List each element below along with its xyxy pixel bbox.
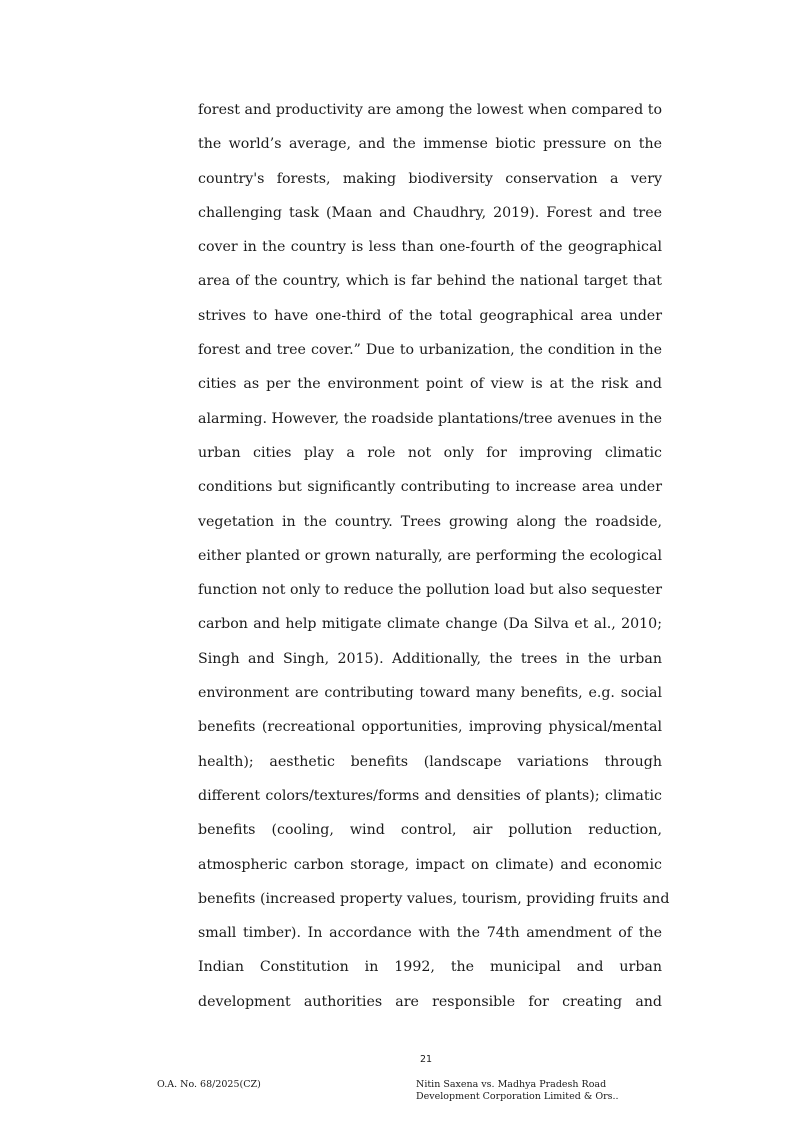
text-line: benefits (increased property values, tourism, providing fruits and	[198, 890, 670, 907]
text-line: benefits (cooling, wind control, air pollution reduction,	[198, 822, 662, 839]
text-line: environment are contributing toward many benefits, e.g. social	[198, 685, 662, 702]
text-line: small timber). In accordance with the 74th amendment of the	[198, 925, 662, 942]
footer-case-title-line1: Nitin Saxena vs. Madhya Pradesh Road	[416, 1079, 607, 1090]
text-line: function not only to reduce the pollution load but also sequester	[198, 582, 662, 599]
text-line: challenging task (Maan and Chaudhry, 2019). Forest and tree	[198, 204, 662, 221]
text-line: development authorities are responsible for creating and	[198, 993, 662, 1010]
body-paragraph	[198, 97, 670, 1023]
text-line: health); aesthetic benefits (landscape variations through	[198, 753, 662, 770]
text-line: conditions but significantly contributing to increase area under	[198, 479, 662, 496]
text-line: country's forests, making biodiversity conservation a very	[198, 170, 662, 187]
text-line: forest and tree cover.” Due to urbanization, the condition in the	[198, 342, 662, 359]
text-line: different colors/textures/forms and densities of plants); climatic	[198, 787, 662, 804]
text-line: either planted or grown naturally, are performing the ecological	[198, 547, 662, 564]
text-line: cover in the country is less than one-fourth of the geographical	[198, 239, 662, 256]
text-line: cities as per the environment point of view is at the risk and	[198, 376, 662, 393]
footer-case-number: O.A. No. 68/2025(CZ)	[157, 1079, 261, 1090]
text-line: atmospheric carbon storage, impact on climate) and economic	[198, 856, 662, 873]
text-line: Singh and Singh, 2015). Additionally, the trees in the urban	[198, 650, 662, 667]
text-line: benefits (recreational opportunities, improving physical/mental	[198, 719, 662, 736]
text-line: area of the country, which is far behind the national target that	[198, 273, 662, 290]
text-line: urban cities play a role not only for improving climatic	[198, 444, 662, 461]
page-number: 21	[419, 1054, 433, 1065]
text-line: strives to have one-third of the total geographical area under	[198, 307, 662, 324]
text-line: forest and productivity are among the lowest when compared to	[198, 102, 662, 118]
text-line: the world’s average, and the immense biotic pressure on the	[198, 136, 662, 153]
footer-case-title-line2: Development Corporation Limited & Ors..	[416, 1091, 619, 1102]
footer-case-title	[416, 1079, 619, 1103]
text-line: alarming. However, the roadside plantations/tree avenues in the	[198, 410, 662, 427]
text-line: Indian Constitution in 1992, the municipal and urban	[198, 959, 662, 976]
text-line: vegetation in the country. Trees growing along the roadside,	[198, 513, 662, 530]
text-line: carbon and help mitigate climate change (Da Silva et al., 2010;	[198, 616, 662, 633]
